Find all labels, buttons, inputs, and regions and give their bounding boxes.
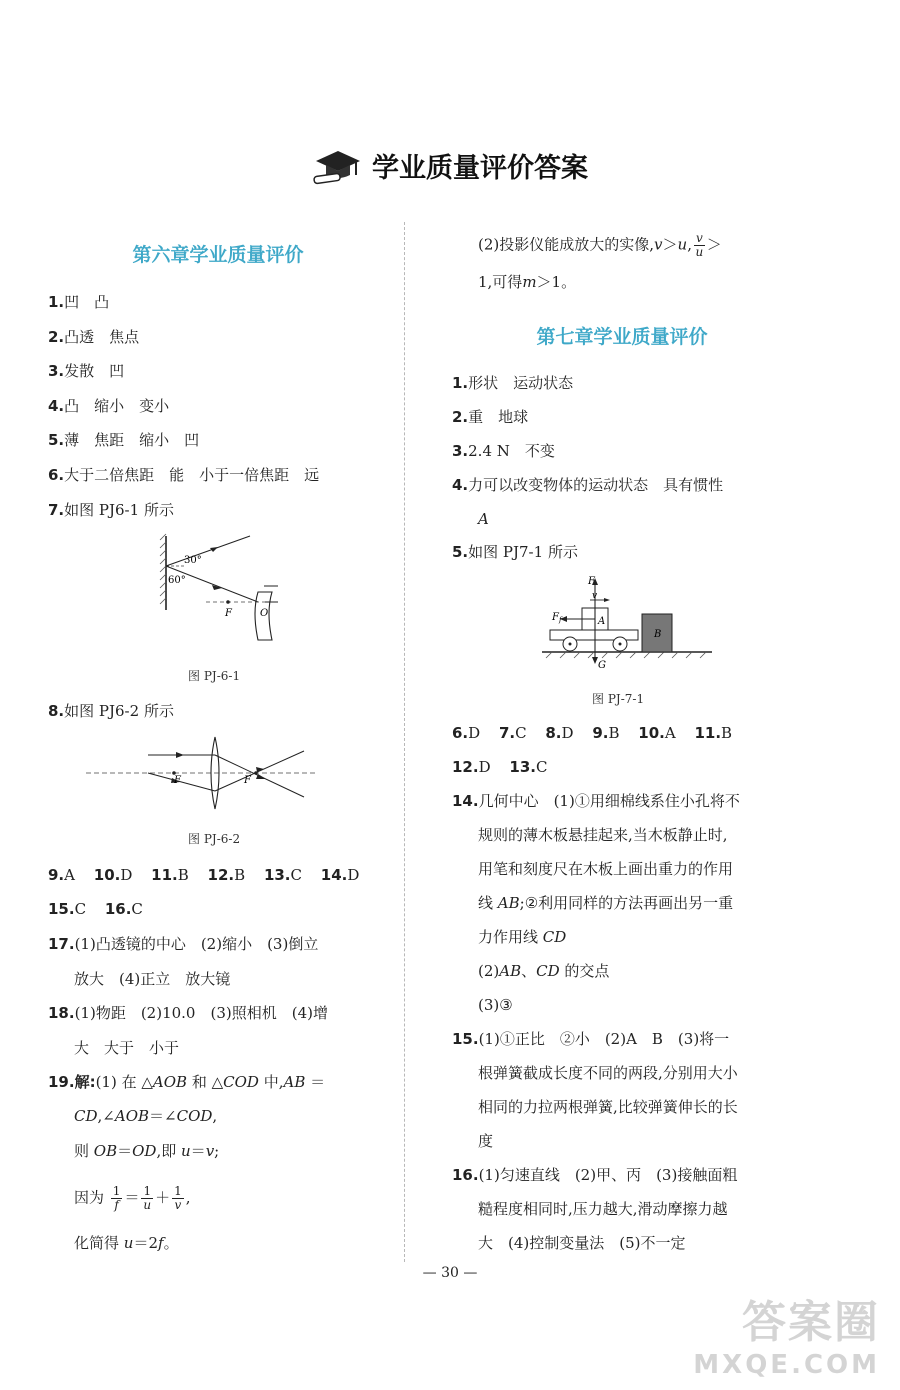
angle-30-label: 30° xyxy=(184,555,202,566)
chapter-7-heading: 第七章学业质量评价 xyxy=(536,326,708,348)
left-focus-label: F xyxy=(174,775,181,786)
block-a-label: A xyxy=(598,616,606,627)
answer-16-line2: 糙程度相同时,压力越大,滑动摩擦力越 xyxy=(478,1200,728,1218)
fraction: $\frac{1}{u}$ xyxy=(143,1184,152,1212)
answers-6-11: 6.D 7.C 8.D 9.B 10.A 11.B xyxy=(452,724,733,742)
figure-caption: 图 PJ-6-1 xyxy=(188,669,241,683)
answer-7: 7.如图 PJ6-1 所示 xyxy=(48,501,174,519)
chapter-6-heading: 第六章学业质量评价 xyxy=(132,244,304,266)
answer-19: 19.解:(1) 在 △AOB 和 △COD 中,AB ＝ xyxy=(48,1073,326,1091)
normal-force-label: F xyxy=(588,576,595,587)
chapter-6-cont: (2)投影仪能成放大的实像,v＞u, $\frac{v}{u}$ ＞ xyxy=(478,231,722,259)
figure-pj-6-1 xyxy=(148,530,278,650)
focus-label: F xyxy=(225,608,232,619)
angle-60-label: 60° xyxy=(168,575,186,586)
figure-pj-7-1 xyxy=(538,572,718,672)
chapter-6-cont-2: 1,可得m＞1。 xyxy=(478,273,577,291)
optical-center-label: O xyxy=(260,608,269,619)
answer-8: 8.如图 PJ6-2 所示 xyxy=(48,702,174,720)
answer-3: 3.发散 凹 xyxy=(48,362,125,380)
page-title xyxy=(0,145,900,194)
title-text: 学业质量评价答案 xyxy=(372,153,588,184)
gravity-label: G xyxy=(598,660,606,671)
answer-1: 1.凹 凸 xyxy=(48,293,110,311)
fraction: $\frac{1}{v}$ xyxy=(174,1184,182,1212)
answer-3: 3.2.4 N 不变 xyxy=(452,442,555,460)
answer-18: 18.(1)物距 (2)10.0 (3)照相机 (4)增 xyxy=(48,1004,328,1022)
answer-15: 15.(1)①正比 ②小 (2)A B (3)将一 xyxy=(452,1030,730,1048)
figure-caption: 图 PJ-6-2 xyxy=(188,832,241,846)
answer-16-line3: 大 (4)控制变量法 (5)不一定 xyxy=(478,1234,686,1252)
answer-14-line2: 规则的薄木板悬挂起来,当木板静止时, xyxy=(478,826,728,844)
answer-18-cont: 大 大于 小于 xyxy=(74,1039,180,1057)
answer-17: 17.(1)凸透镜的中心 (2)缩小 (3)倒立 xyxy=(48,935,319,953)
answer-15-line4: 度 xyxy=(478,1132,494,1150)
friction-label: $F_f$ xyxy=(552,612,562,624)
answers-15-16: 15.C 16.C xyxy=(48,900,143,918)
answer-15-line2: 根弹簧截成长度不同的两段,分别用大小 xyxy=(478,1064,738,1082)
answers-12-13: 12.D 13.C xyxy=(452,758,548,776)
figure-caption: 图 PJ-7-1 xyxy=(592,692,645,706)
answer-14-line4: 线 AB;②利用同样的方法再画出另一重 xyxy=(478,894,734,912)
answer-14-line5: 力作用线 CD xyxy=(478,928,567,946)
fraction: $\frac{1}{f}$ xyxy=(112,1184,121,1212)
page-number: — 30 — xyxy=(422,1265,478,1281)
answers-9-14: 9.A 10.D 11.B 12.B 13.C 14.D xyxy=(48,866,360,884)
velocity-label: v xyxy=(592,591,598,601)
answer-4: 4.力可以改变物体的运动状态 具有惯性 xyxy=(452,476,724,494)
answer-5: 5.薄 焦距 缩小 凹 xyxy=(48,431,200,449)
answer-16: 16.(1)匀速直线 (2)甲、丙 (3)接触面粗 xyxy=(452,1166,738,1184)
answer-19-line2: CD,∠AOB＝∠COD, xyxy=(74,1107,218,1125)
answer-5: 5.如图 PJ7-1 所示 xyxy=(452,543,578,561)
answer-19-line3: 则 OB＝OD,即 u＝v; xyxy=(74,1142,220,1160)
answer-14-line6: (2)AB、CD 的交点 xyxy=(478,962,610,980)
answer-19-line5: 化简得 u＝2f。 xyxy=(74,1234,179,1252)
answer-4: 4.凸 缩小 变小 xyxy=(48,397,170,415)
watermark: 答案圈 MXQE.COM xyxy=(693,1297,880,1380)
graduation-cap-icon xyxy=(312,145,362,194)
answer-2: 2.重 地球 xyxy=(452,408,529,426)
answer-2: 2.凸透 焦点 xyxy=(48,328,140,346)
fraction: $\frac{v}{u}$ xyxy=(695,231,704,259)
answer-14-line3: 用笔和刻度尺在木板上画出重力的作用 xyxy=(478,860,734,878)
answer-15-line3: 相同的力拉两根弹簧,比较弹簧伸长的长 xyxy=(478,1098,738,1116)
answer-4-cont: A xyxy=(478,510,489,528)
answer-17-cont: 放大 (4)正立 放大镜 xyxy=(74,970,231,988)
block-b-label: B xyxy=(654,629,662,640)
answer-6: 6.大于二倍焦距 能 小于一倍焦距 远 xyxy=(48,466,320,484)
answer-14-line7: (3)③ xyxy=(478,996,513,1014)
answer-1: 1.形状 运动状态 xyxy=(452,374,574,392)
figure-pj-6-2 xyxy=(84,733,324,813)
answer-19-formula: 因为 $\frac{1}{f}$ ＝ $\frac{1}{u}$ ＋ $\frac{1}{v}$ , xyxy=(74,1184,191,1212)
answer-14: 14.几何中心 (1)①用细棉线系住小孔将不 xyxy=(452,792,740,810)
right-focus-label: F xyxy=(244,775,251,786)
column-divider xyxy=(404,222,405,1262)
